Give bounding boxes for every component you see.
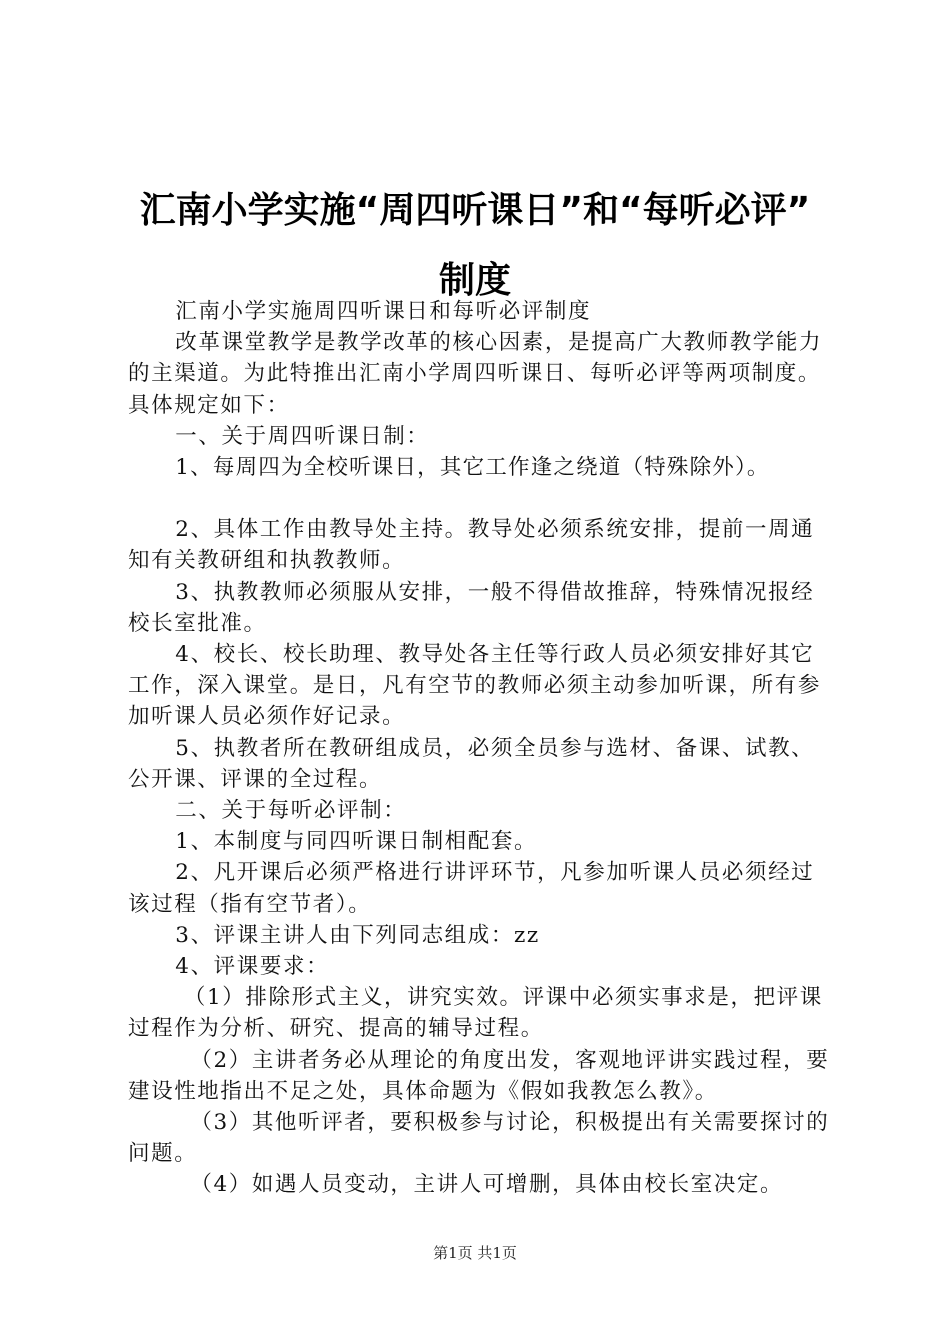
paragraph-requirement-3: （3）其他听评者，要积极参与讨论，积极提出有关需要探讨的问题。	[128, 1110, 830, 1167]
paragraph-requirement-4: （4）如遇人员变动，主讲人可增删，具体由校长室决定。	[190, 1172, 784, 1198]
paragraph-gap	[128, 483, 833, 514]
paragraph-item-1-2: 2、具体工作由教导处主持。教导处必须系统安排，提前一周通知有关教研组和执教教师。	[128, 517, 815, 574]
paragraph-subtitle: 汇南小学实施周四听课日和每听必评制度	[175, 299, 592, 324]
paragraph-requirement-2: （2）主讲者务必从理论的角度出发，客观地评讲实践过程，要建设性地指出不足之处，具体命题为《假如我教怎么教》。	[128, 1047, 830, 1104]
title-line-2: 制度	[438, 260, 511, 301]
paragraph-item-2-1: 1、本制度与同四听课日制相配套。	[175, 829, 538, 855]
paragraph-intro: 改革课堂教学是教学改革的核心因素，是提高广大教师教学能力的主渠道。为此特推出汇南小学周四听课日、每听必评等两项制度。具体规定如下：	[128, 330, 823, 418]
paragraph-item-2-3: 3、评课主讲人由下列同志组成：zz	[175, 922, 540, 948]
paragraph-item-2-2: 2、凡开课后必须严格进行讲评环节，凡参加听课人员必须经过该过程（指有空节者）。	[128, 860, 815, 917]
page-footer: 第1页 共1页	[433, 1244, 517, 1262]
section-heading-1: 一、关于周四听课日制：	[175, 423, 430, 449]
section-heading-2: 二、关于每听必评制：	[175, 798, 407, 824]
document-title	[100, 176, 850, 316]
document-body	[128, 296, 833, 1201]
paragraph-requirement-1: （1）排除形式主义，讲究实效。评课中必须实事求是，把评课过程作为分析、研究、提高的辅导过程。	[128, 985, 823, 1042]
paragraph-item-1-3: 3、执教教师必须服从安排，一般不得借故推辞，特殊情况报经校长室批准。	[128, 579, 815, 636]
paragraph-item-2-4: 4、评课要求：	[175, 954, 330, 980]
paragraph-item-1-4: 4、校长、校长助理、教导处各主任等行政人员必须安排好其它工作，深入课堂。是日，凡有空节的教师必须主动参加听课，所有参加听课人员必须作好记录。	[128, 642, 822, 730]
title-line-1: 汇南小学实施“周四听课日”和“每听必评”	[139, 190, 811, 231]
paragraph-item-1-1: 1、每周四为全校听课日，其它工作逢之绕道（特殊除外）。	[175, 455, 770, 481]
paragraph-item-1-5: 5、执教者所在教研组成员，必须全员参与选材、备课、试教、公开课、评课的全过程。	[128, 735, 815, 792]
